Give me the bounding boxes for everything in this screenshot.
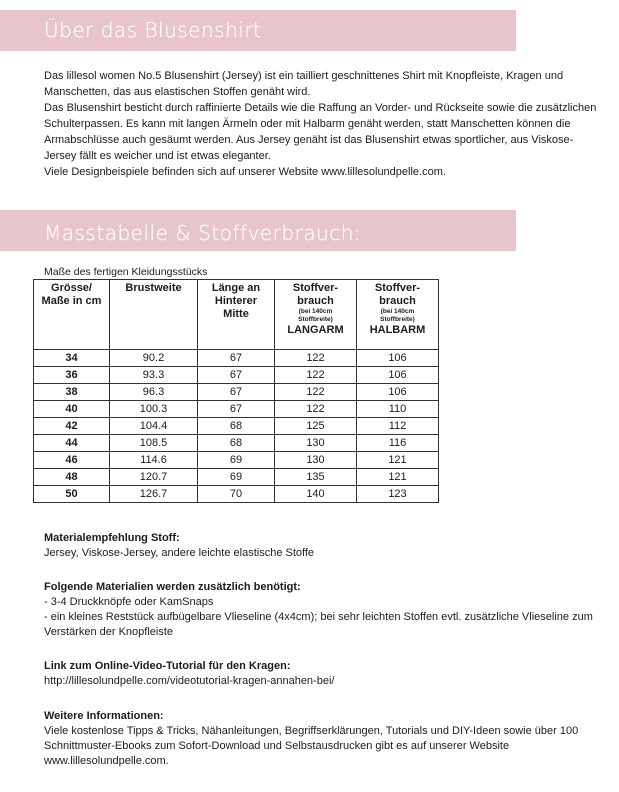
section-banner-about: Über das Blusenshirt [0,10,516,51]
header-fabric-long: Stoffver- brauch (bei 140cm Stoffbreite) LANGARM [275,280,357,350]
cell-half: 110 [357,401,439,418]
additional-heading: Folgende Materialien werden zusätzlich benötigt: [44,581,301,593]
cell-half: 116 [357,435,439,452]
cell-long: 122 [275,367,357,384]
cell-size: 38 [34,384,110,401]
cell-size: 48 [34,469,110,486]
cell-length: 67 [198,350,275,367]
cell-size: 44 [34,435,110,452]
cell-chest: 104.4 [110,418,198,435]
info-heading: Weitere Informationen: [44,710,164,722]
cell-half: 106 [357,350,439,367]
cell-length: 67 [198,367,275,384]
intro-paragraph-2: Das Blusenshirt besticht durch raffinierte Details wie die Raffung an Vorder- und Rückseite sowie die zusätzlichen Schulterpassen. Es kann mit langen Ärmeln oder mit Halbarm genäht werden, statt Manschetten können die Armabschlüsse auch gesäumt werden. Aus Jersey genäht ist das Blusenshirt etwas sportlicher, aus Viskose-Jersey fällt es weicher und ist etwas eleganter. [44,102,597,162]
table-row [34,418,439,435]
table-row [34,435,439,452]
cell-long: 130 [275,435,357,452]
table-caption: Maße des fertigen Kleidungsstücks [44,266,208,278]
section-banner-size-table: Masstabelle & Stoffverbrauch: [0,210,516,251]
table-header-row [34,280,439,350]
cell-long: 125 [275,418,357,435]
cell-length: 67 [198,401,275,418]
cell-half: 106 [357,384,439,401]
video-link[interactable]: http://lillesolundpelle.com/videotutorial-kragen-annahen-bei/ [44,675,335,687]
cell-chest: 126.7 [110,486,198,503]
cell-chest: 96.3 [110,384,198,401]
cell-chest: 120.7 [110,469,198,486]
table-row [34,384,439,401]
cell-long: 122 [275,350,357,367]
table-row [34,401,439,418]
cell-size: 42 [34,418,110,435]
cell-long: 135 [275,469,357,486]
header-length: Länge an Hinterer Mitte [198,280,275,350]
table-row [34,486,439,503]
video-heading: Link zum Online-Video-Tutorial für den Kragen: [44,660,291,672]
cell-long: 130 [275,452,357,469]
intro-paragraph-3: Viele Designbeispiele befinden sich auf unserer Website www.lillesolundpelle.com. [44,166,446,178]
cell-half: 121 [357,469,439,486]
cell-long: 122 [275,401,357,418]
cell-chest: 90.2 [110,350,198,367]
cell-long: 122 [275,384,357,401]
cell-half: 106 [357,367,439,384]
materials-text: Jersey, Viskose-Jersey, andere leichte elastische Stoffe [44,547,315,559]
cell-length: 70 [198,486,275,503]
additional-item-2: - ein kleines Reststück aufbügelbare Vlieseline (4x4cm); bei sehr leichten Stoffen evtl. zusätzliche Vlieseline zum Verstärken der Knopfleiste [44,611,593,638]
cell-size: 46 [34,452,110,469]
intro-paragraph-1: Das lillesol women No.5 Blusenshirt (Jersey) ist ein tailliert geschnittenes Shirt mit Knopfleiste, Kragen und Manschetten, das aus elastischen Stoffen genäht wird. [44,70,564,98]
video-section [44,659,604,689]
cell-size: 40 [34,401,110,418]
header-fabric-half: Stoffver- brauch (bei 140cm Stoffbreite) HALBARM [357,280,439,350]
table-row [34,452,439,469]
cell-chest: 100.3 [110,401,198,418]
additional-item-1: - 3-4 Druckknöpfe oder KamSnaps [44,596,214,608]
intro-text [44,68,604,180]
additional-materials-section [44,580,604,640]
cell-length: 69 [198,469,275,486]
cell-size: 34 [34,350,110,367]
cell-half: 112 [357,418,439,435]
size-table [33,279,439,503]
table-row [34,469,439,486]
header-chest: Brustweite [110,280,198,350]
info-section [44,709,604,769]
table-row [34,367,439,384]
cell-size: 50 [34,486,110,503]
cell-length: 69 [198,452,275,469]
cell-chest: 108.5 [110,435,198,452]
header-size: Grösse/ Maße in cm [34,280,110,350]
cell-length: 67 [198,384,275,401]
cell-length: 68 [198,418,275,435]
materials-section [44,531,604,561]
cell-long: 140 [275,486,357,503]
materials-heading: Materialempfehlung Stoff: [44,532,180,544]
cell-half: 123 [357,486,439,503]
cell-size: 36 [34,367,110,384]
info-text: Viele kostenlose Tipps & Tricks, Nähanleitungen, Begriffserklärungen, Tutorials und DIY-Ideen sowie über 100 Schnittmuster-Ebooks zum Sofort-Download und Selbstausdrucken gibt es auf unserer Website www.lillesolundpelle.com. [44,725,579,767]
cell-half: 121 [357,452,439,469]
cell-length: 68 [198,435,275,452]
table-row [34,350,439,367]
cell-chest: 114.6 [110,452,198,469]
cell-chest: 93.3 [110,367,198,384]
